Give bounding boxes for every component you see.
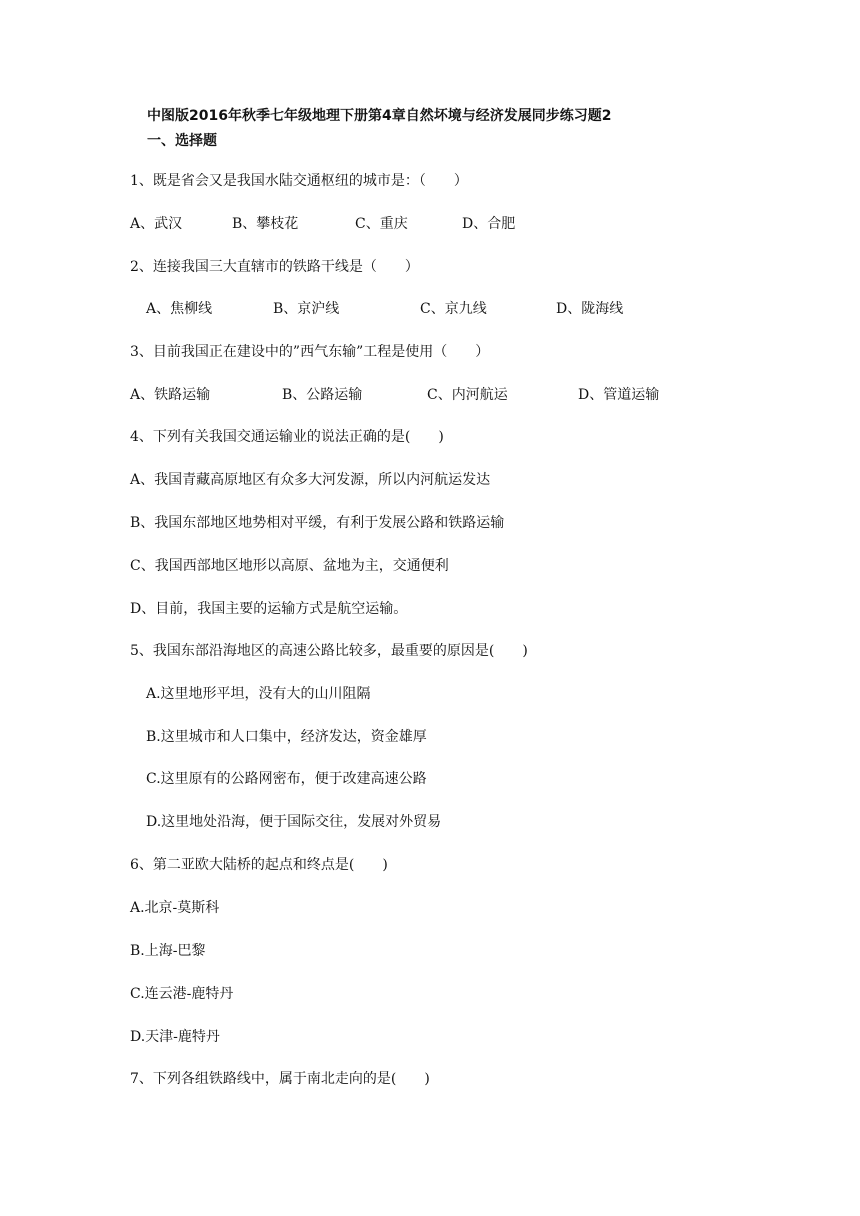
question-4-option-d: D、目前，我国主要的运输方式是航空运输。: [130, 601, 408, 617]
question-1-option-c: C、重庆: [355, 216, 408, 232]
question-5-stem: 5、我国东部沿海地区的高速公路比较多，最重要的原因是( ): [130, 643, 528, 659]
document-title: 中图版2016年秋季七年级地理下册第4章自然坏境与经济发展同步练习题2: [147, 108, 612, 124]
question-7-stem: 7、下列各组铁路线中，属于南北走向的是( ): [130, 1071, 430, 1087]
question-3-option-b: B、公路运输: [282, 387, 363, 403]
question-1-stem: 1、既是省会又是我国水陆交通枢纽的城市是：（ ）: [130, 173, 468, 189]
question-5-option-b: B.这里城市和人口集中，经济发达，资金雄厚: [146, 729, 427, 745]
question-3-stem: 3、目前我国正在建设中的”西气东输”工程是使用（ ）: [130, 344, 490, 360]
question-2-option-c: C、京九线: [420, 301, 487, 317]
question-6-option-a: A.北京-莫斯科: [130, 900, 220, 916]
question-6-option-b: B.上海-巴黎: [130, 943, 206, 959]
question-6-option-d: D.天津-鹿特丹: [130, 1029, 220, 1045]
question-1-option-d: D、合肥: [462, 216, 516, 232]
question-1-option-b: B、攀枝花: [232, 216, 299, 232]
question-2-stem: 2、连接我国三大直辖市的铁路干线是（ ）: [130, 259, 419, 275]
question-3-option-d: D、管道运输: [578, 387, 660, 403]
question-5-option-d: D.这里地处沿海，便于国际交往，发展对外贸易: [146, 814, 442, 830]
question-4-stem: 4、下列有关我国交通运输业的说法正确的是( ): [130, 429, 444, 445]
question-1-option-a: A、武汉: [130, 216, 183, 232]
question-5-option-c: C.这里原有的公路网密布，便于改建高速公路: [146, 771, 427, 787]
question-2-option-a: A、焦柳线: [146, 301, 213, 317]
question-3-option-c: C、内河航运: [427, 387, 508, 403]
question-4-option-c: C、我国西部地区地形以高原、盆地为主，交通便利: [130, 558, 449, 574]
question-2-option-d: D、陇海线: [556, 301, 624, 317]
question-6-stem: 6、第二亚欧大陆桥的起点和终点是( ): [130, 857, 388, 873]
question-5-option-a: A.这里地形平坦，没有大的山川阻隔: [146, 686, 371, 702]
question-6-option-c: C.连云港-鹿特丹: [130, 986, 234, 1002]
question-4-option-a: A、我国青藏高原地区有众多大河发源，所以内河航运发达: [130, 472, 491, 488]
question-4-option-b: B、我国东部地区地势相对平缓，有利于发展公路和铁路运输: [130, 515, 505, 531]
question-3-option-a: A、铁路运输: [130, 387, 211, 403]
section-heading: 一、选择题: [147, 133, 217, 149]
question-2-option-b: B、京沪线: [273, 301, 340, 317]
